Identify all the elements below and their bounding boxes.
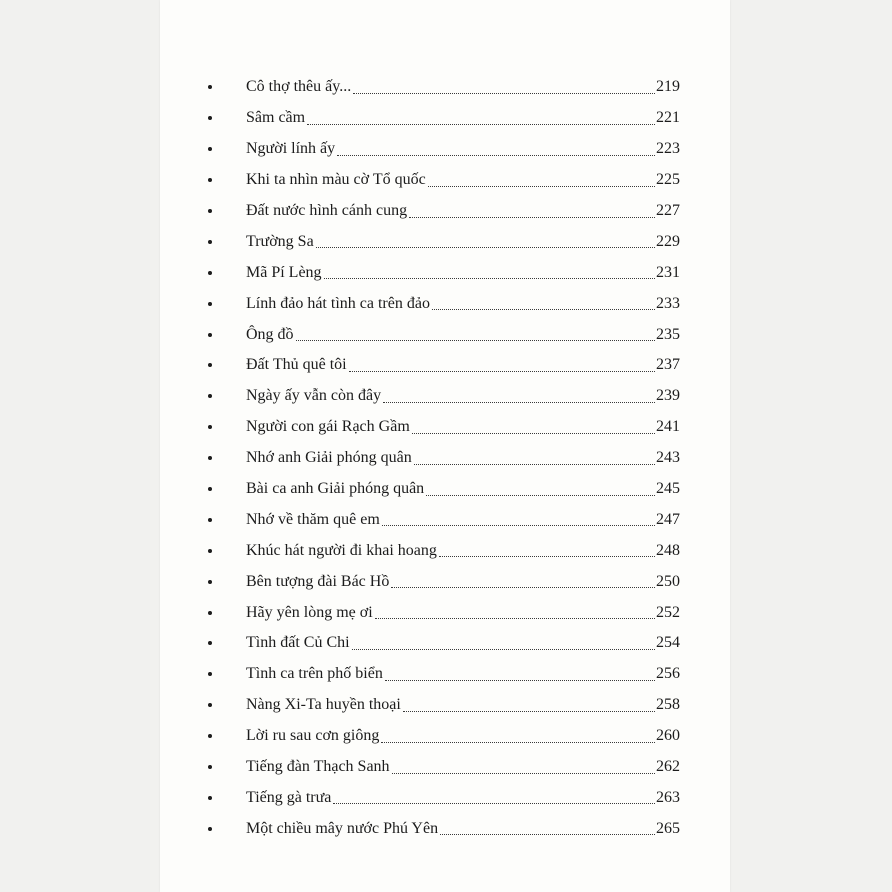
- toc-entry-title: Bên tượng đài Bác Hồ: [246, 572, 390, 590]
- toc-entry: [220, 659, 680, 690]
- toc-entry-title: Nhớ về thăm quê em: [246, 510, 380, 528]
- toc-entry-page-number: 254: [656, 634, 680, 652]
- toc-entry: [220, 412, 680, 443]
- bullet-icon: [208, 363, 212, 367]
- bullet-icon: [208, 209, 212, 213]
- toc-entry: [220, 134, 680, 165]
- bullet-icon: [208, 178, 212, 182]
- toc-entry-page-number: 258: [656, 696, 680, 714]
- bullet-icon: [208, 518, 212, 522]
- dot-leader: [385, 670, 655, 681]
- dot-leader: [382, 515, 655, 526]
- dot-leader: [324, 268, 655, 279]
- dot-leader: [337, 145, 655, 156]
- toc-entry-title: Đất Thủ quê tôi: [246, 356, 347, 374]
- toc-entry-title: Cô thợ thêu ấy...: [246, 78, 352, 96]
- bullet-icon: [208, 271, 212, 275]
- bullet-icon: [208, 827, 212, 831]
- toc-entry-title: Khúc hát người đi khai hoang: [246, 541, 437, 559]
- toc-entry: [220, 813, 680, 844]
- dot-leader: [403, 701, 655, 712]
- toc-entry: [220, 721, 680, 752]
- bullet-icon: [208, 611, 212, 615]
- toc-entry-page-number: 239: [656, 387, 680, 405]
- toc-entry-title: Mã Pí Lèng: [246, 263, 322, 281]
- toc-entry-page-number: 265: [656, 819, 680, 837]
- toc-entry-title: Trường Sa: [246, 232, 314, 250]
- toc-entry-page-number: 248: [656, 541, 680, 559]
- toc-entry-title: Ông đồ: [246, 325, 294, 343]
- toc-entry-page-number: 229: [656, 232, 680, 250]
- toc-entry-page-number: 256: [656, 665, 680, 683]
- toc-entry: [220, 566, 680, 597]
- bullet-icon: [208, 734, 212, 738]
- toc-entry: [220, 474, 680, 505]
- toc-entry-title: Nhớ anh Giải phóng quân: [246, 449, 412, 467]
- toc-entry-title: Tình ca trên phố biển: [246, 665, 383, 683]
- dot-leader: [432, 299, 655, 310]
- bullet-icon: [208, 672, 212, 676]
- toc-entry: [220, 226, 680, 257]
- bullet-icon: [208, 580, 212, 584]
- toc-entry-title: Người con gái Rạch Gầm: [246, 418, 410, 436]
- bullet-icon: [208, 85, 212, 89]
- dot-leader: [316, 237, 655, 248]
- toc-entry-title: Đất nước hình cánh cung: [246, 202, 408, 219]
- bullet-icon: [208, 240, 212, 244]
- dot-leader: [412, 423, 655, 434]
- toc-entry-page-number: 263: [656, 788, 680, 806]
- dot-leader: [307, 114, 655, 125]
- toc-entry: [220, 443, 680, 474]
- toc-entry: [220, 782, 680, 813]
- toc-entry: [220, 535, 680, 566]
- bullet-icon: [208, 425, 212, 429]
- toc-entry: [220, 103, 680, 134]
- bullet-icon: [208, 765, 212, 769]
- toc-entry: [220, 165, 680, 196]
- dot-leader: [414, 454, 655, 465]
- toc-entry-title: Tiếng đàn Thạch Sanh: [246, 758, 390, 776]
- toc-entry: [220, 690, 680, 721]
- toc-entry: [220, 504, 680, 535]
- dot-leader: [392, 763, 655, 774]
- dot-leader: [352, 639, 655, 650]
- toc-entry-title: Tiếng gà trưa: [246, 788, 332, 806]
- toc-entry: [220, 752, 680, 783]
- toc-entry-title: Bài ca anh Giải phóng quân: [246, 480, 425, 498]
- dot-leader: [296, 330, 655, 341]
- bullet-icon: [208, 147, 212, 151]
- dot-leader: [439, 546, 655, 557]
- toc-entry-page-number: 262: [656, 758, 680, 776]
- bullet-icon: [208, 796, 212, 800]
- toc-entry: [220, 350, 680, 381]
- dot-leader: [409, 207, 655, 218]
- toc-entry: [220, 288, 680, 319]
- dot-leader: [426, 485, 655, 496]
- toc-entry-page-number: 247: [656, 510, 680, 528]
- dot-leader: [440, 824, 655, 835]
- toc-entry: [220, 628, 680, 659]
- toc-entry: [220, 72, 680, 103]
- dot-leader: [375, 608, 655, 619]
- toc-entry-page-number: 219: [656, 78, 680, 96]
- toc-entry-title: Người lính ấy: [246, 140, 336, 158]
- toc-entry-title: Nàng Xi-Ta huyền thoại: [246, 696, 401, 714]
- bullet-icon: [208, 394, 212, 398]
- toc-entry: [220, 257, 680, 288]
- book-page: [160, 0, 730, 892]
- toc-entry: [220, 196, 680, 227]
- bullet-icon: [208, 641, 212, 645]
- bullet-icon: [208, 549, 212, 553]
- dot-leader: [381, 732, 655, 743]
- bullet-icon: [208, 116, 212, 120]
- toc-entry-page-number: 260: [656, 727, 680, 745]
- toc-entry: [220, 319, 680, 350]
- dot-leader: [353, 83, 655, 94]
- table-of-contents: [220, 72, 680, 844]
- toc-entry-page-number: 225: [656, 171, 680, 189]
- toc-entry-page-number: 237: [656, 356, 680, 374]
- toc-entry-page-number: 227: [656, 202, 680, 219]
- dot-leader: [428, 176, 655, 187]
- toc-entry-page-number: 241: [656, 418, 680, 436]
- toc-entry-title: Khi ta nhìn màu cờ Tổ quốc: [246, 171, 426, 189]
- toc-entry-page-number: 231: [656, 263, 680, 281]
- bullet-icon: [208, 703, 212, 707]
- toc-entry-page-number: 235: [656, 325, 680, 343]
- toc-entry-page-number: 245: [656, 480, 680, 498]
- bullet-icon: [208, 333, 212, 337]
- toc-entry-page-number: 252: [656, 603, 680, 621]
- dot-leader: [391, 577, 655, 588]
- bullet-icon: [208, 456, 212, 460]
- bullet-icon: [208, 302, 212, 306]
- toc-entry-title: Lời ru sau cơn giông: [246, 727, 380, 745]
- dot-leader: [383, 392, 655, 403]
- toc-entry-page-number: 223: [656, 140, 680, 158]
- toc-entry-page-number: 243: [656, 449, 680, 467]
- toc-entry-title: Hãy yên lòng mẹ ơi: [246, 603, 373, 621]
- toc-entry: [220, 381, 680, 412]
- dot-leader: [349, 361, 655, 372]
- toc-entry-title: Lính đảo hát tình ca trên đảo: [246, 294, 430, 312]
- toc-entry-page-number: 233: [656, 294, 680, 312]
- toc-entry-page-number: 250: [656, 572, 680, 590]
- toc-entry: [220, 597, 680, 628]
- toc-entry-title: Một chiều mây nước Phú Yên: [246, 819, 439, 837]
- toc-entry-title: Ngày ấy vẫn còn đây: [246, 387, 382, 405]
- toc-entry-page-number: 221: [656, 109, 680, 127]
- bullet-icon: [208, 487, 212, 491]
- toc-entry-title: Tình đất Củ Chi: [246, 634, 350, 652]
- dot-leader: [333, 793, 655, 804]
- toc-entry-title: Sâm cầm: [246, 109, 306, 127]
